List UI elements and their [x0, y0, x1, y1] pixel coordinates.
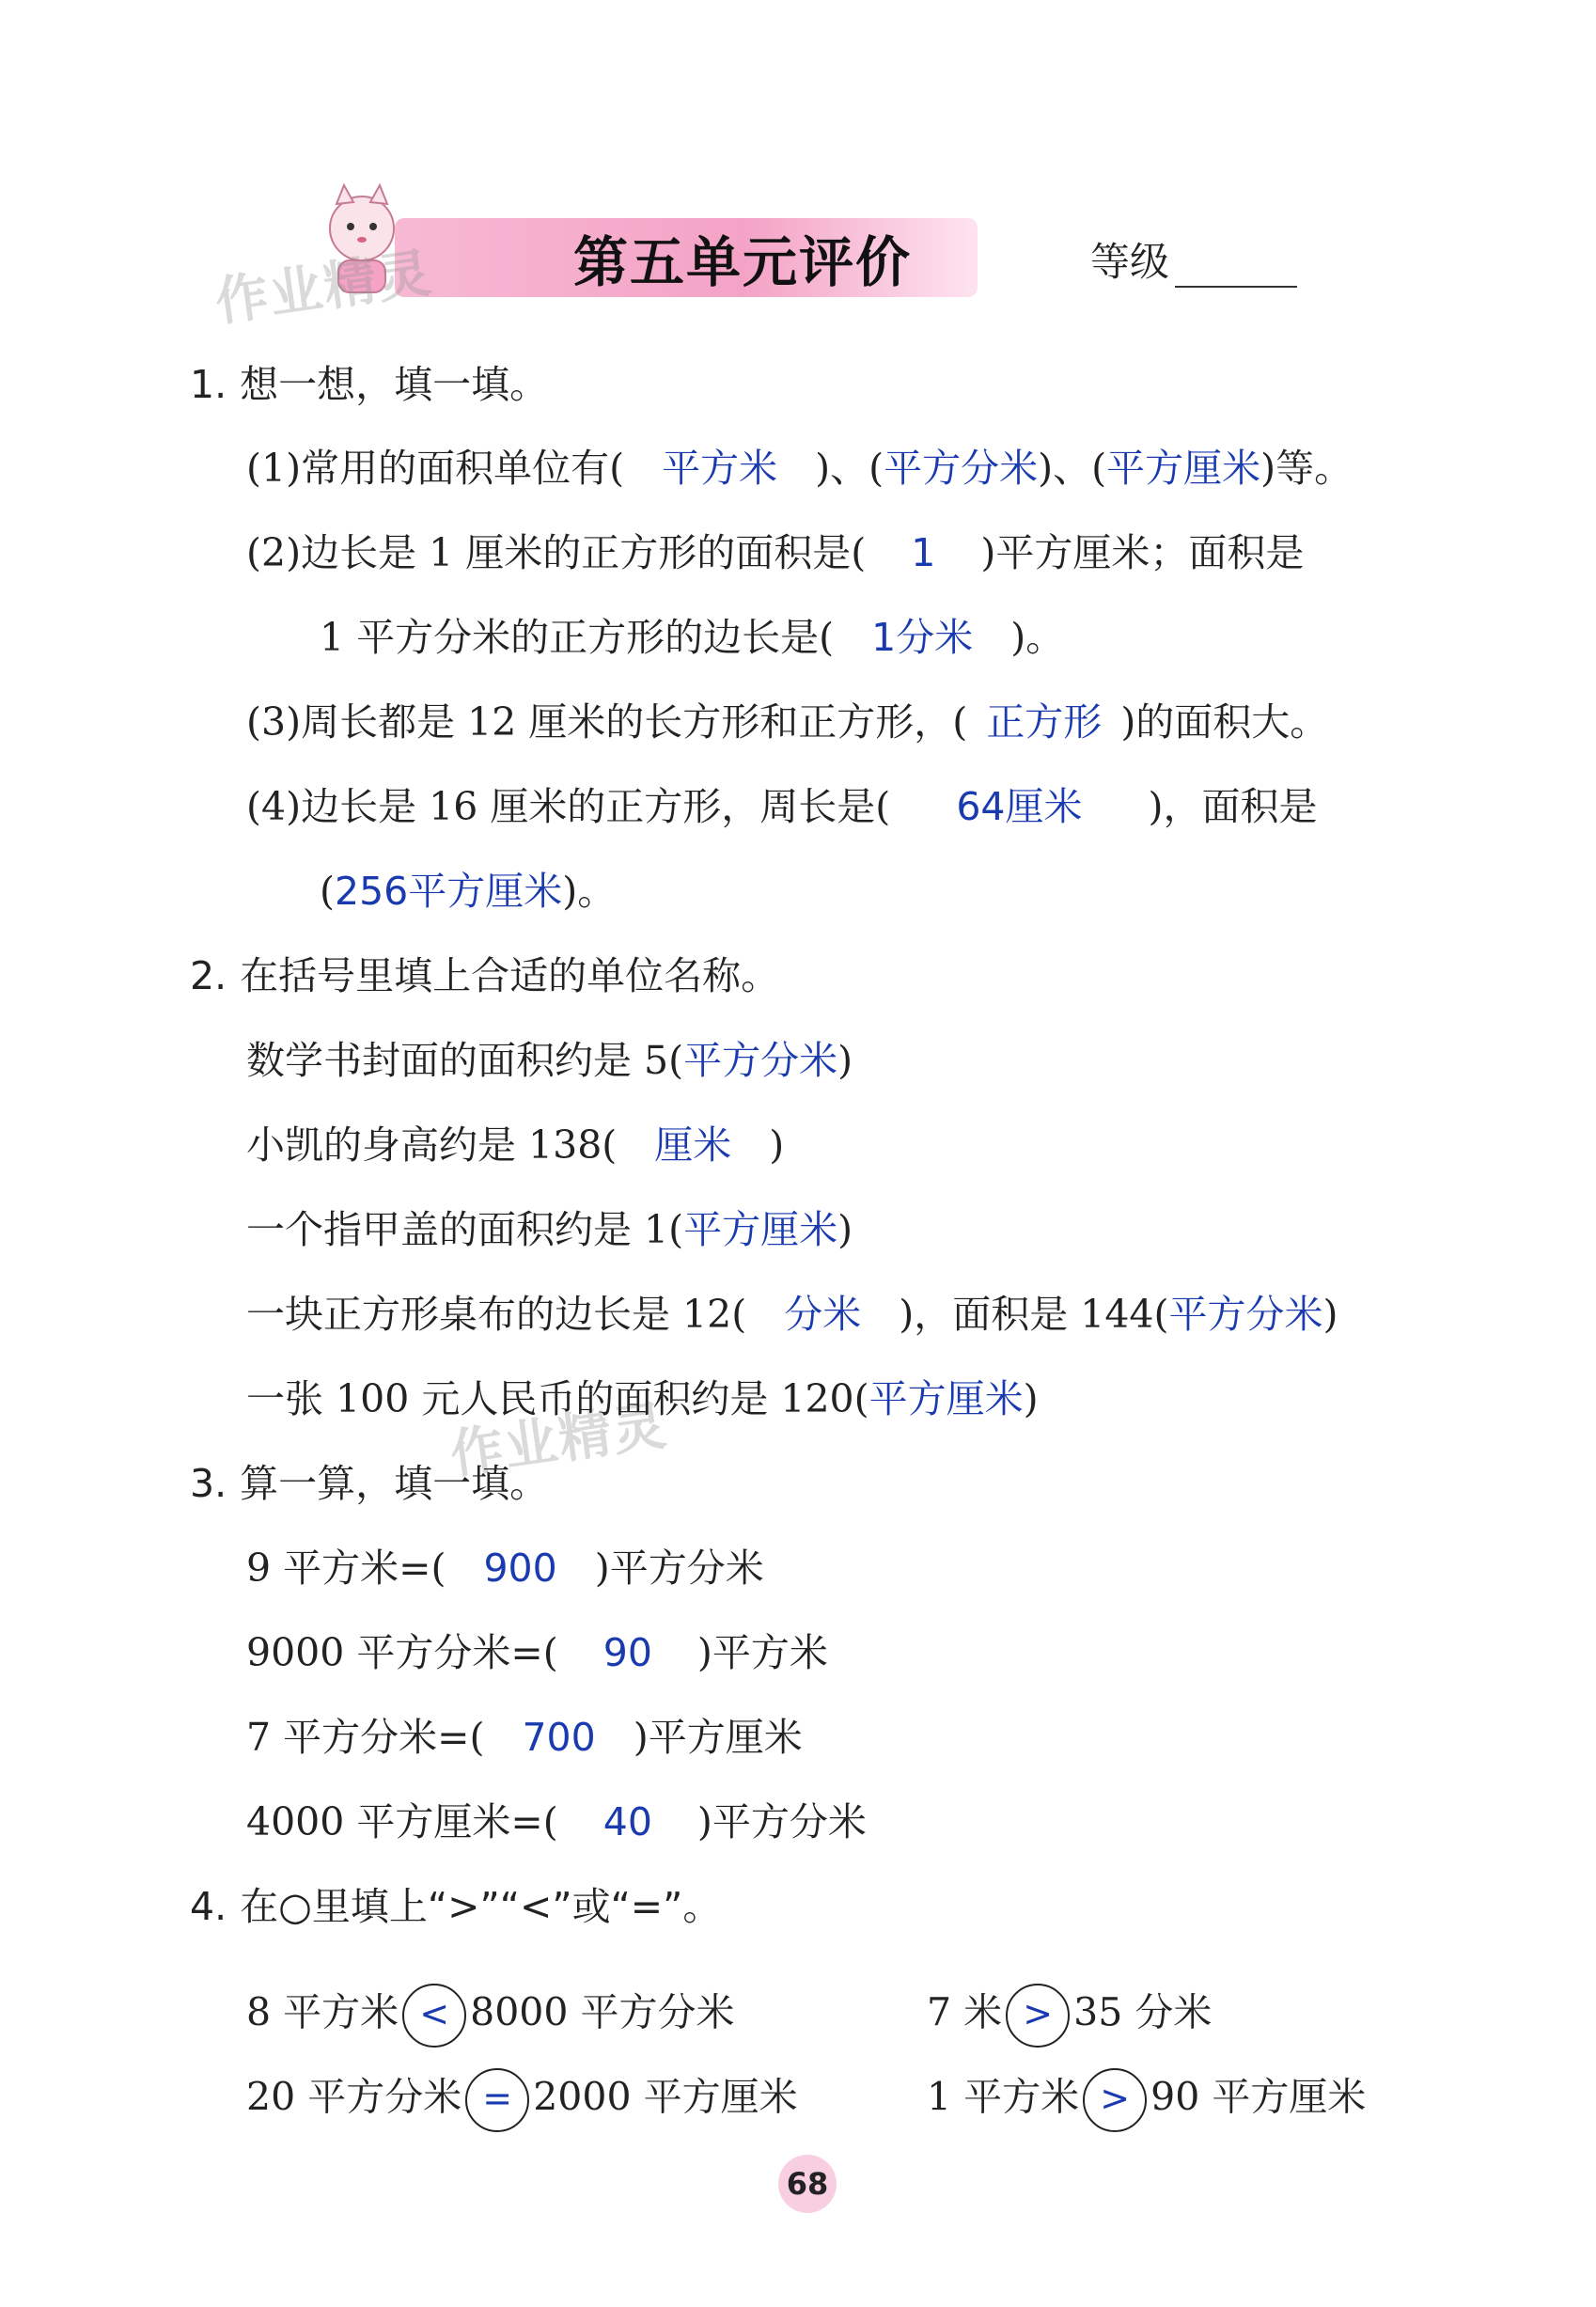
q3-line-3: 7 平方分米=( 700 )平方厘米 [246, 1715, 803, 1760]
answer: 1 [911, 530, 936, 575]
answer: 平方分米 [683, 1038, 838, 1083]
question-3-heading: 3. 算一算，填一填。 [190, 1461, 549, 1506]
q1-item-1: (1)常用的面积单位有( 平方米 )、(平方分米)、(平方厘米)等。 [246, 446, 1353, 491]
page-number: 68 [778, 2155, 837, 2213]
q2-line-1: 数学书封面的面积约是 5(平方分米) [246, 1038, 853, 1083]
q2-line-3: 一个指甲盖的面积约是 1(平方厘米) [246, 1207, 853, 1252]
q4-compare-2: 7 米 > 35 分米 [927, 1984, 1212, 2048]
answer: 平方厘米 [868, 1376, 1024, 1421]
q3-line-4: 4000 平方厘米=( 40 )平方分米 [246, 1799, 867, 1844]
q2-line-2: 小凯的身高约是 138( 厘米 ) [246, 1122, 785, 1168]
q4-compare-4: 1 平方米 > 90 平方厘米 [927, 2068, 1366, 2132]
page-title: 第五单元评价 [573, 230, 913, 294]
answer: 平方分米 [1168, 1292, 1323, 1337]
answer: 平方分米 [884, 446, 1039, 491]
q1-item-2-cont: 1 平方分米的正方形的边长是( 1分米 )。 [320, 615, 1065, 660]
grade-label: 等级 [1090, 239, 1170, 285]
answer: 64厘米 [956, 784, 1083, 829]
answer: 256平方厘米 [335, 869, 563, 914]
answer: 700 [522, 1715, 596, 1760]
q2-line-4: 一块正方形桌布的边长是 12( 分米 )，面积是 144(平方分米) [246, 1292, 1338, 1337]
question-1-heading: 1. 想一想，填一填。 [190, 362, 549, 407]
grade-field [1090, 231, 1297, 288]
answer: 90 [602, 1630, 652, 1675]
watermark-logo: 作业精灵 [446, 1395, 672, 1486]
watermark-logo: 作业精灵 [211, 243, 437, 334]
q4-compare-1: 8 平方米 < 8000 平方分米 [246, 1984, 735, 2048]
answer: 平方厘米 [1106, 446, 1261, 491]
q1-item-2: (2)边长是 1 厘米的正方形的面积是( 1 )平方厘米；面积是 [246, 530, 1305, 575]
answer: 平方米 [662, 446, 778, 491]
answer: 40 [602, 1799, 652, 1844]
answer: 厘米 [654, 1122, 732, 1168]
q3-line-1: 9 平方米=( 900 )平方分米 [246, 1546, 764, 1591]
q1-item-4-cont: (256平方厘米)。 [320, 869, 617, 914]
compare-circle: > [1006, 1984, 1070, 2048]
answer: 正方形 [986, 699, 1103, 745]
answer: 900 [483, 1546, 557, 1591]
compare-circle: = [465, 2068, 529, 2132]
question-2-heading: 2. 在括号里填上合适的单位名称。 [190, 953, 780, 998]
compare-circle: < [402, 1984, 466, 2048]
grade-blank [1175, 250, 1297, 288]
answer: 分米 [784, 1292, 862, 1337]
answer: 1分米 [871, 615, 974, 660]
q1-item-3: (3)周长都是 12 厘米的长方形和正方形，( 正方形 )的面积大。 [246, 699, 1329, 745]
q2-line-5: 一张 100 元人民币的面积约是 120(平方厘米) [246, 1376, 1039, 1421]
question-4-heading: 4. 在○里填上“>”“<”或“=”。 [190, 1884, 722, 1929]
q3-line-2: 9000 平方分米=( 90 )平方米 [246, 1630, 828, 1675]
compare-circle: > [1083, 2068, 1147, 2132]
q1-item-4: (4)边长是 16 厘米的正方形，周长是( 64厘米 )，面积是 [246, 784, 1318, 829]
answer: 平方厘米 [683, 1207, 838, 1252]
q4-compare-3: 20 平方分米 = 2000 平方厘米 [246, 2068, 798, 2132]
